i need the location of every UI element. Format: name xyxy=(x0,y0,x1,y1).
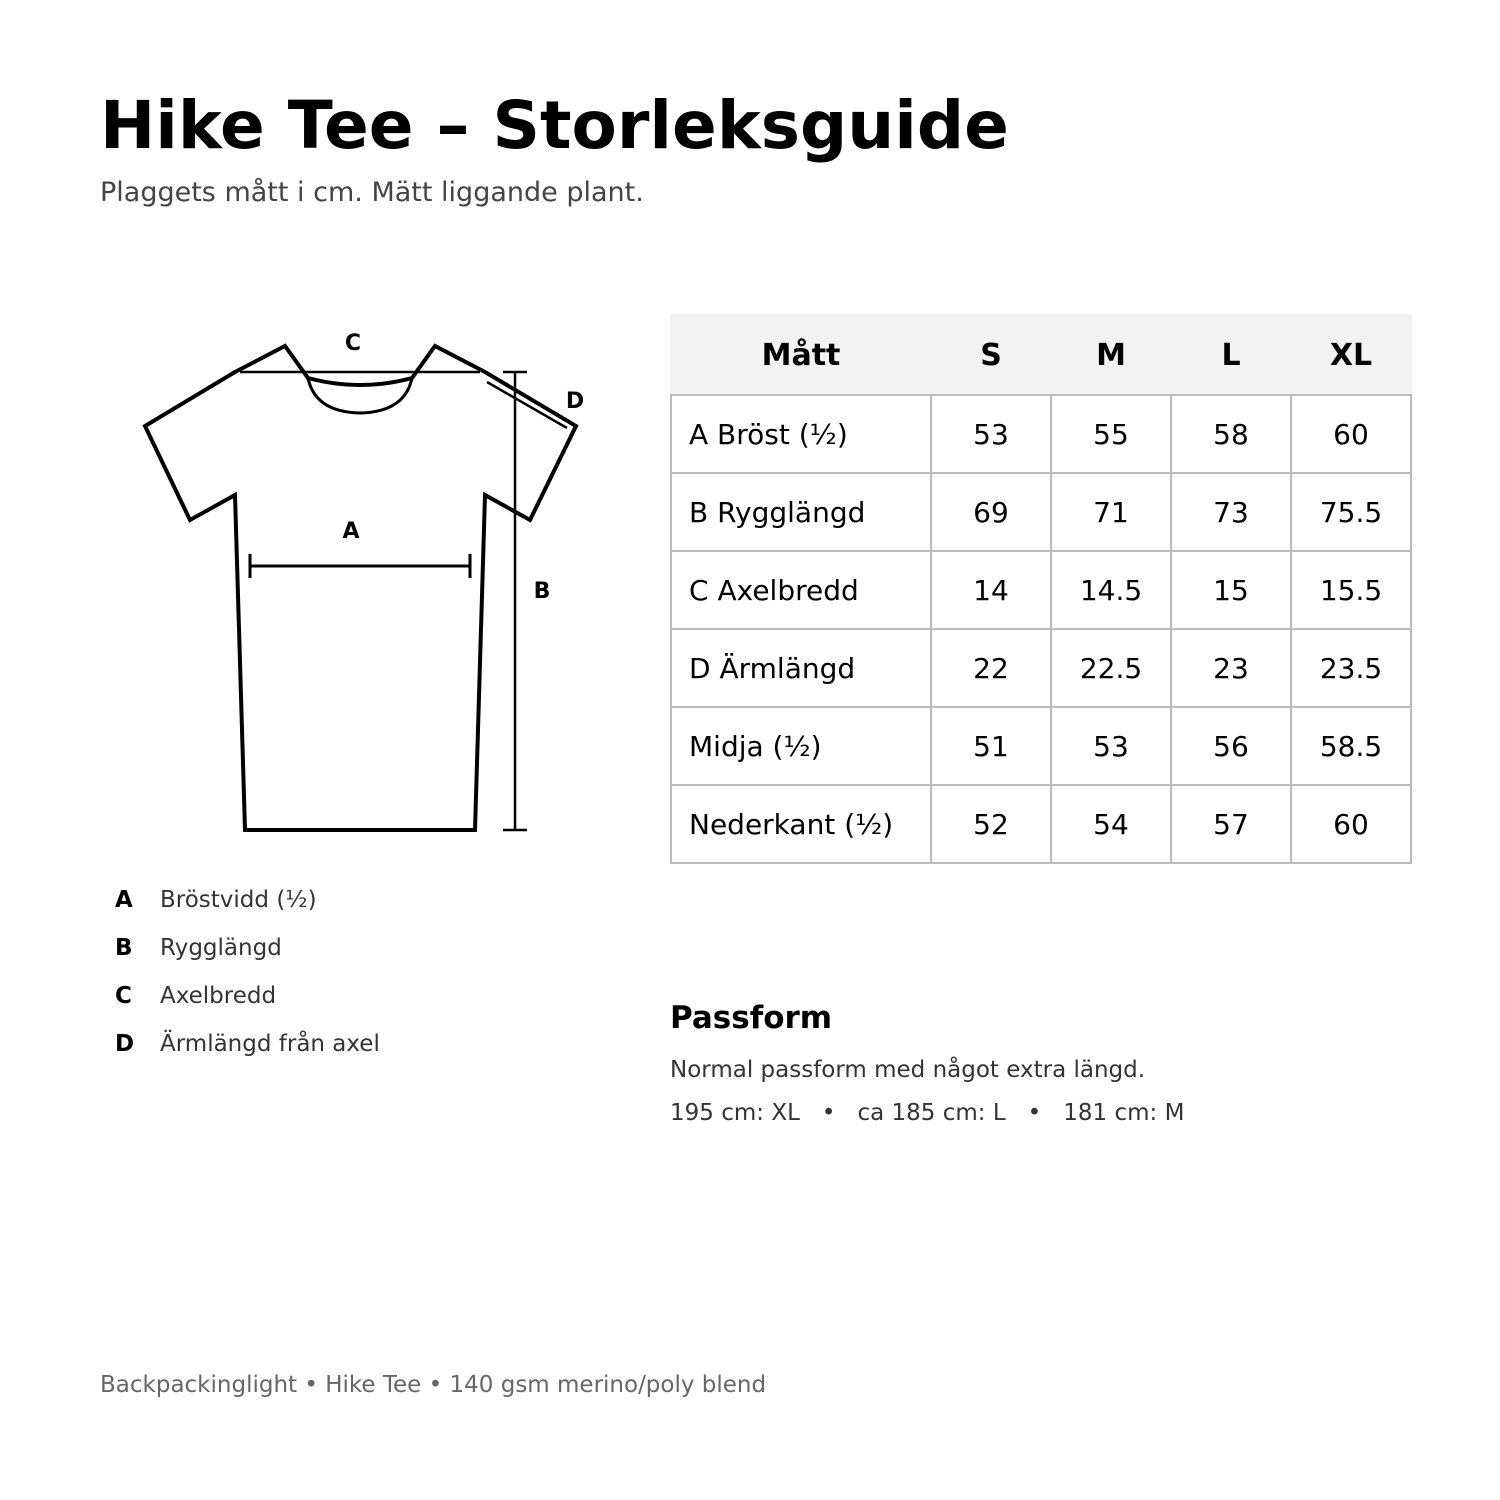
table-cell: 58.5 xyxy=(1291,707,1411,785)
legend-key: B xyxy=(115,935,133,961)
table-cell: 14 xyxy=(931,551,1051,629)
table-header-row xyxy=(671,315,1411,395)
table-cell: 56 xyxy=(1171,707,1291,785)
column-header-m: M xyxy=(1051,315,1171,395)
legend-label: Rygglängd xyxy=(160,935,282,961)
table-cell: 15 xyxy=(1171,551,1291,629)
legend-item xyxy=(115,980,380,1028)
passform-description: Normal passform med något extra längd. xyxy=(670,1057,1146,1083)
table-cell: 54 xyxy=(1051,785,1171,863)
legend-item xyxy=(115,932,380,980)
table-cell: 55 xyxy=(1051,395,1171,473)
size-table xyxy=(670,314,1412,864)
tshirt-diagram xyxy=(100,300,620,860)
dimension-label-d: D xyxy=(565,389,585,414)
table-cell: 52 xyxy=(931,785,1051,863)
tshirt-outline xyxy=(145,346,576,830)
row-label: A Bröst (½) xyxy=(671,395,931,473)
table-cell: 14.5 xyxy=(1051,551,1171,629)
row-label: B Rygglängd xyxy=(671,473,931,551)
page-title: Hike Tee – Storleksguide xyxy=(100,87,1009,164)
dimension-label-c: C xyxy=(344,331,362,356)
legend-label: Axelbredd xyxy=(160,983,277,1009)
legend-label: Ärmlängd från axel xyxy=(160,1031,380,1057)
page-subtitle: Plaggets mått i cm. Mätt liggande plant. xyxy=(100,177,644,208)
table-cell: 57 xyxy=(1171,785,1291,863)
dimension-legend xyxy=(115,884,380,1076)
table-cell: 73 xyxy=(1171,473,1291,551)
row-label: C Axelbredd xyxy=(671,551,931,629)
row-label: Midja (½) xyxy=(671,707,931,785)
row-label: D Ärmlängd xyxy=(671,629,931,707)
table-row xyxy=(671,395,1411,473)
table-row xyxy=(671,707,1411,785)
legend-key: A xyxy=(115,887,133,913)
legend-key: D xyxy=(115,1031,135,1057)
dimension-label-a: A xyxy=(342,519,360,544)
fit-example: 181 cm: M xyxy=(1063,1100,1185,1126)
fit-example: 195 cm: XL xyxy=(670,1100,800,1126)
legend-key: C xyxy=(115,983,132,1009)
passform-examples xyxy=(670,1098,1184,1128)
table-cell: 58 xyxy=(1171,395,1291,473)
table-cell: 60 xyxy=(1291,785,1411,863)
legend-item xyxy=(115,1028,380,1076)
passform-heading: Passform xyxy=(670,1000,833,1036)
bullet-separator: • xyxy=(821,1100,836,1126)
fit-example: ca 185 cm: L xyxy=(857,1100,1006,1126)
legend-label: Bröstvidd (½) xyxy=(160,887,317,913)
column-header-s: S xyxy=(931,315,1051,395)
row-label: Nederkant (½) xyxy=(671,785,931,863)
table-cell: 22 xyxy=(931,629,1051,707)
table-cell: 53 xyxy=(1051,707,1171,785)
table-cell: 15.5 xyxy=(1291,551,1411,629)
table-cell: 60 xyxy=(1291,395,1411,473)
table-row xyxy=(671,473,1411,551)
table-row xyxy=(671,629,1411,707)
column-header-l: L xyxy=(1171,315,1291,395)
table-row xyxy=(671,551,1411,629)
table-cell: 23 xyxy=(1171,629,1291,707)
column-header-matt: Mått xyxy=(671,315,931,395)
footer-text: Backpackinglight • Hike Tee • 140 gsm merino/poly blend xyxy=(100,1372,767,1398)
column-header-xl: XL xyxy=(1291,315,1411,395)
legend-item xyxy=(115,884,380,932)
table-cell: 51 xyxy=(931,707,1051,785)
table-cell: 75.5 xyxy=(1291,473,1411,551)
dimension-line-d xyxy=(487,382,567,428)
table-cell: 23.5 xyxy=(1291,629,1411,707)
table-cell: 71 xyxy=(1051,473,1171,551)
table-cell: 53 xyxy=(931,395,1051,473)
table-cell: 69 xyxy=(931,473,1051,551)
table-row xyxy=(671,785,1411,863)
dimension-label-b: B xyxy=(533,579,551,604)
bullet-separator: • xyxy=(1027,1100,1042,1126)
table-cell: 22.5 xyxy=(1051,629,1171,707)
